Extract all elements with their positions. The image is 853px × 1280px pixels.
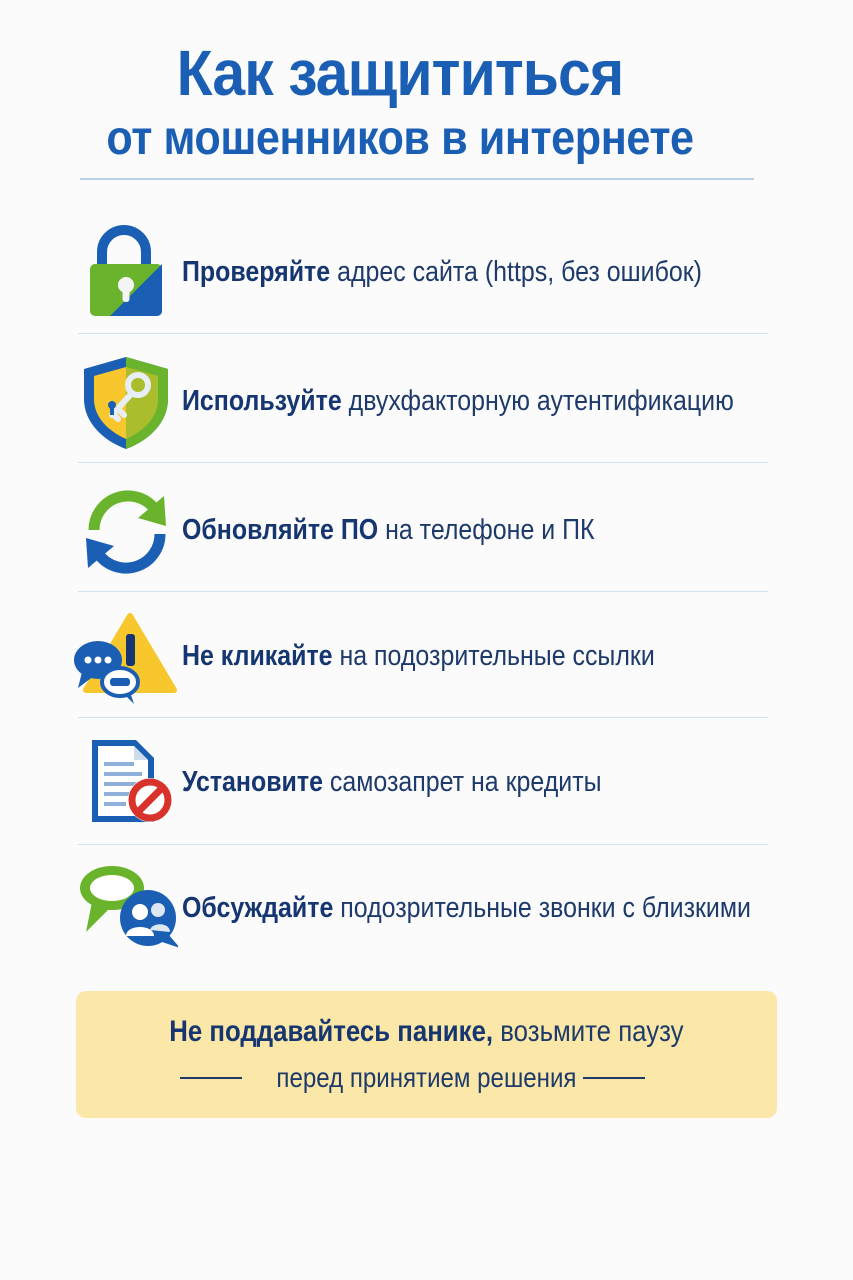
document-ban-icon (74, 734, 178, 834)
warning-chat-icon (74, 608, 178, 708)
tip-credit-ban (70, 734, 770, 834)
note-dash-right (583, 1077, 645, 1079)
note-line-2: перед принятием решения (276, 1062, 577, 1093)
tip-two-factor (70, 353, 770, 453)
tip-rest: двухфакторную аутентификацию (341, 385, 734, 417)
tip-bold: Обсуждайте (182, 892, 334, 924)
title-line-2: от мошенников в интернете (106, 112, 694, 165)
tip-text (182, 385, 734, 418)
tip-check-site-address (70, 224, 770, 324)
note-rest: возьмите паузу (493, 1015, 684, 1048)
note-bold: Не поддавайтесь панике, (169, 1015, 494, 1048)
note-line-1 (125, 1015, 728, 1049)
title-divider (80, 178, 754, 180)
tip-rest: самозапрет на кредиты (322, 766, 602, 798)
tip-text (182, 640, 655, 673)
title-line-1: Как защититься (176, 37, 624, 109)
tip-text (182, 892, 751, 925)
shield-key-icon (74, 353, 178, 453)
tip-bold: Используйте (182, 385, 342, 417)
tip-rest: адрес сайта (https, без ошибок) (330, 256, 702, 288)
tip-bold: Обновляйте ПО (182, 514, 379, 546)
divider (78, 333, 768, 334)
advice-note (76, 991, 777, 1118)
padlock-icon (74, 224, 178, 324)
divider (78, 462, 768, 463)
tip-no-suspicious-links (70, 608, 770, 708)
tip-bold: Проверяйте (182, 256, 331, 288)
tip-discuss-calls (70, 860, 770, 960)
tip-rest: на подозрительные ссылки (332, 640, 655, 672)
tip-text (182, 256, 702, 289)
tip-text (182, 514, 595, 547)
tip-update-software (70, 482, 770, 582)
tip-bold: Не кликайте (182, 640, 333, 672)
chat-people-icon (74, 860, 178, 960)
tip-rest: подозрительные звонки с близкими (333, 892, 751, 924)
refresh-icon (74, 482, 178, 582)
divider (78, 844, 768, 845)
divider (78, 717, 768, 718)
divider (78, 591, 768, 592)
tip-rest: на телефоне и ПК (378, 514, 595, 546)
tip-text (182, 766, 602, 799)
tip-bold: Установите (182, 766, 323, 798)
